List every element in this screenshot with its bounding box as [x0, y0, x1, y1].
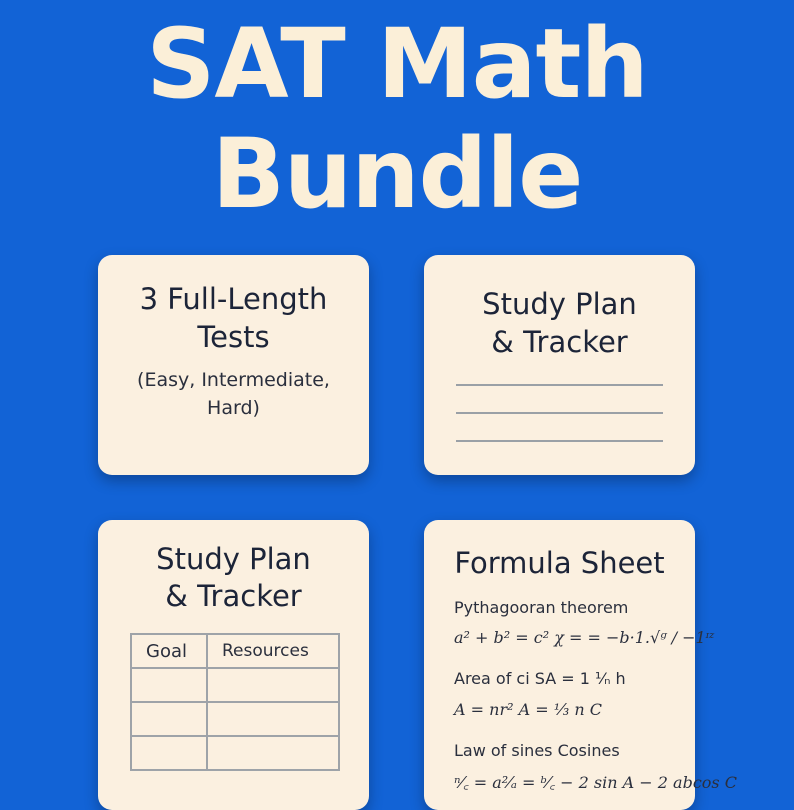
- table-row: [131, 634, 339, 668]
- card-heading: Formula Sheet: [454, 546, 665, 580]
- tracker-line: [456, 412, 663, 414]
- formula: ⁿ⁄꜀ = a²⁄ₐ = ᵇ⁄꜀ − 2 sin A − 2 abcos C: [454, 773, 737, 792]
- card-subtitle: Hard): [207, 397, 260, 419]
- table-cell: [131, 702, 207, 736]
- table-cell: [207, 668, 339, 702]
- card-heading: 3 Full-Length: [139, 282, 328, 316]
- tracker-line: [456, 384, 663, 386]
- table-cell: [207, 736, 339, 770]
- card-study-plan: [424, 255, 695, 475]
- formula-label: Law of sines Cosines: [454, 741, 620, 760]
- card-formula-sheet: [424, 520, 737, 810]
- formula-label: Pythagooran theorem: [454, 598, 629, 617]
- card-heading: Study Plan: [482, 287, 637, 321]
- table-row: [131, 736, 339, 770]
- card-heading: & Tracker: [491, 325, 628, 359]
- card-subtitle: (Easy, Intermediate,: [137, 369, 330, 391]
- card-heading: & Tracker: [165, 579, 302, 613]
- bundle-title-line2: Bundle: [211, 118, 583, 230]
- table-cell: [207, 702, 339, 736]
- table-cell: [131, 736, 207, 770]
- card-heading: Tests: [197, 320, 270, 354]
- table-row: [131, 702, 339, 736]
- formula-label: Area of ci SA = 1 ¹⁄ₙ h: [454, 669, 626, 688]
- tracker-table: [130, 633, 340, 771]
- card-heading: Study Plan: [156, 542, 311, 576]
- card-full-length-tests: [98, 255, 369, 475]
- table-cell: [131, 668, 207, 702]
- table-header-resources: Resources: [207, 634, 339, 668]
- bundle-title-line1: SAT Math: [146, 8, 648, 120]
- tracker-line: [456, 440, 663, 442]
- card-study-tracker: [98, 520, 369, 810]
- formula: a² + b² = c² χ = = −b·1.√ᵍ / −1ᶦᶻ: [454, 628, 715, 647]
- table-row: [131, 668, 339, 702]
- table-header-goal: Goal: [131, 634, 207, 668]
- formula: A = nr² A = ⅓ n C: [454, 700, 602, 719]
